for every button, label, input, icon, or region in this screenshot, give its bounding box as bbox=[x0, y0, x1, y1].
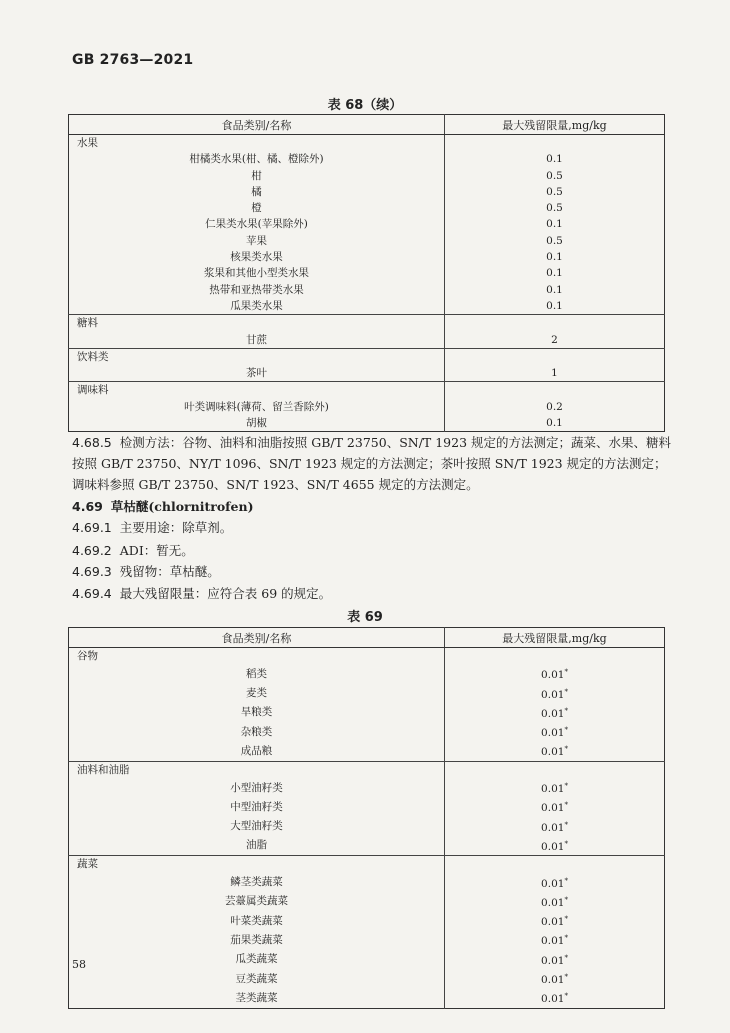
standard-code: GB 2763—2021 bbox=[72, 52, 194, 68]
food-name: 胡椒 bbox=[69, 415, 445, 432]
mrl-value-cell bbox=[445, 282, 665, 298]
table-row bbox=[69, 168, 665, 184]
table-row bbox=[69, 216, 665, 232]
category-row bbox=[69, 135, 665, 152]
category-label: 调味料 bbox=[69, 382, 445, 399]
mrl-value-cell bbox=[445, 265, 665, 281]
footnote-mark: * bbox=[564, 895, 568, 904]
clause-title: 草枯醚(chlornitrofen) bbox=[110, 499, 254, 514]
food-name: 豆类蔬菜 bbox=[69, 969, 445, 988]
category-label: 油料和油脂 bbox=[69, 761, 445, 778]
footnote-mark: * bbox=[564, 820, 568, 829]
food-name: 瓜果类水果 bbox=[69, 298, 445, 315]
clause-number: 4.69.3 bbox=[72, 564, 112, 579]
mrl-value-cell bbox=[445, 184, 665, 200]
footnote-mark: * bbox=[564, 953, 568, 962]
mrl-value-cell bbox=[445, 817, 665, 836]
category-row bbox=[69, 648, 665, 665]
mrl-value-cell bbox=[445, 415, 665, 432]
mrl-value-cell bbox=[445, 365, 665, 382]
food-name: 核果类水果 bbox=[69, 249, 445, 265]
table-row bbox=[69, 797, 665, 816]
food-name: 甘蔗 bbox=[69, 332, 445, 349]
food-name: 中型油籽类 bbox=[69, 797, 445, 816]
table-69-caption: 表 69 bbox=[347, 610, 383, 625]
mrl-value: 0.01 bbox=[541, 840, 565, 853]
table-68 bbox=[68, 114, 665, 432]
mrl-value-cell bbox=[445, 836, 665, 856]
table-row bbox=[69, 969, 665, 988]
mrl-value: 0.01 bbox=[541, 954, 565, 967]
category-value-cell bbox=[445, 315, 665, 332]
mrl-value-cell bbox=[445, 249, 665, 265]
mrl-value-cell bbox=[445, 151, 665, 167]
footnote-mark: * bbox=[564, 876, 568, 885]
clause-number: 4.68.5 bbox=[72, 435, 112, 450]
mrl-value-cell bbox=[445, 399, 665, 415]
food-name: 茎类蔬菜 bbox=[69, 988, 445, 1008]
mrl-value: 0.01 bbox=[541, 669, 565, 682]
category-label: 谷物 bbox=[69, 648, 445, 665]
mrl-value: 0.01 bbox=[541, 935, 565, 948]
table-row bbox=[69, 200, 665, 216]
food-name: 鳞茎类蔬菜 bbox=[69, 873, 445, 892]
category-value-cell bbox=[445, 648, 665, 665]
category-value-cell bbox=[445, 348, 665, 365]
mrl-value: 0.1 bbox=[546, 283, 563, 296]
mrl-value-cell bbox=[445, 664, 665, 683]
food-name: 油脂 bbox=[69, 836, 445, 856]
mrl-value: 0.01 bbox=[541, 707, 565, 720]
food-name: 茶叶 bbox=[69, 365, 445, 382]
footnote-mark: * bbox=[564, 668, 568, 677]
mrl-value-cell bbox=[445, 684, 665, 703]
footnote-mark: * bbox=[564, 726, 568, 735]
category-value-cell bbox=[445, 382, 665, 399]
mrl-value-cell bbox=[445, 332, 665, 349]
paragraph-4-69-1 bbox=[72, 517, 672, 538]
mrl-value: 0.01 bbox=[541, 993, 565, 1006]
mrl-value: 0.01 bbox=[541, 821, 565, 834]
table-69 bbox=[68, 627, 665, 1009]
footnote-mark: * bbox=[564, 839, 568, 848]
food-name: 柑 bbox=[69, 168, 445, 184]
food-name: 芸薹属类蔬菜 bbox=[69, 892, 445, 911]
table-68-caption: 表 68（续） bbox=[327, 98, 403, 113]
food-name: 叶菜类蔬菜 bbox=[69, 911, 445, 930]
footnote-mark: * bbox=[564, 973, 568, 982]
category-row bbox=[69, 761, 665, 778]
mrl-value: 0.01 bbox=[541, 802, 565, 815]
footnote-mark: * bbox=[564, 745, 568, 754]
mrl-value: 0.1 bbox=[546, 251, 563, 264]
table-row bbox=[69, 741, 665, 761]
footnote-mark: * bbox=[564, 801, 568, 810]
table-row bbox=[69, 664, 665, 683]
column-header-food: 食品类别/名称 bbox=[69, 628, 445, 648]
mrl-value: 0.01 bbox=[541, 916, 565, 929]
food-name: 橙 bbox=[69, 200, 445, 216]
mrl-value-cell bbox=[445, 703, 665, 722]
mrl-value: 0.01 bbox=[541, 974, 565, 987]
mrl-value-cell bbox=[445, 988, 665, 1008]
mrl-value: 0.2 bbox=[546, 400, 563, 413]
footnote-mark: * bbox=[564, 782, 568, 791]
food-name: 浆果和其他小型类水果 bbox=[69, 265, 445, 281]
paragraph-4-69-2 bbox=[72, 540, 672, 561]
mrl-value: 0.5 bbox=[546, 185, 563, 198]
mrl-value-cell bbox=[445, 930, 665, 949]
mrl-value-cell bbox=[445, 911, 665, 930]
mrl-value-cell bbox=[445, 722, 665, 741]
food-name: 仁果类水果(苹果除外) bbox=[69, 216, 445, 232]
mrl-value: 0.5 bbox=[546, 169, 563, 182]
column-header-mrl: 最大残留限量,mg/kg bbox=[445, 628, 665, 648]
food-name: 瓜类蔬菜 bbox=[69, 950, 445, 969]
heading-4-69 bbox=[72, 496, 672, 517]
mrl-value: 0.01 bbox=[541, 877, 565, 890]
mrl-value-cell bbox=[445, 216, 665, 232]
footnote-mark: * bbox=[564, 706, 568, 715]
column-header-food: 食品类别/名称 bbox=[69, 115, 445, 135]
footnote-mark: * bbox=[564, 687, 568, 696]
mrl-value: 0.01 bbox=[541, 727, 565, 740]
table-row bbox=[69, 930, 665, 949]
food-name: 橘 bbox=[69, 184, 445, 200]
mrl-value-cell bbox=[445, 892, 665, 911]
category-row bbox=[69, 348, 665, 365]
mrl-value: 0.01 bbox=[541, 746, 565, 759]
table-row bbox=[69, 817, 665, 836]
clause-number: 4.69.1 bbox=[72, 520, 112, 535]
food-name: 麦类 bbox=[69, 684, 445, 703]
table-row bbox=[69, 911, 665, 930]
category-value-cell bbox=[445, 761, 665, 778]
column-header-mrl: 最大残留限量,mg/kg bbox=[445, 115, 665, 135]
mrl-value: 0.5 bbox=[546, 202, 563, 215]
mrl-value-cell bbox=[445, 741, 665, 761]
table-row bbox=[69, 151, 665, 167]
clause-number: 4.69 bbox=[72, 499, 103, 514]
table-row bbox=[69, 184, 665, 200]
table-row bbox=[69, 873, 665, 892]
table-row bbox=[69, 892, 665, 911]
mrl-value-cell bbox=[445, 797, 665, 816]
mrl-value: 1 bbox=[551, 367, 558, 380]
food-name: 茄果类蔬菜 bbox=[69, 930, 445, 949]
clause-number: 4.69.4 bbox=[72, 586, 112, 601]
mrl-value-cell bbox=[445, 200, 665, 216]
food-name: 叶类调味料(薄荷、留兰香除外) bbox=[69, 399, 445, 415]
mrl-value: 0.01 bbox=[541, 783, 565, 796]
table-row bbox=[69, 778, 665, 797]
table-row bbox=[69, 265, 665, 281]
clause-text: 检测方法：谷物、油料和油脂按照 GB/T 23750、SN/T 1923 规定的方法测定；蔬菜、水果、糖料按照 GB/T 23750、NY/T 1096、SN/T 1923 规定的方法测定；茶叶按照 SN/T 1923 规定的方法测定；调味料参照 GB/T 23750、SN/T 1923、SN/T 4655 规定的方法测定。 bbox=[72, 435, 672, 492]
food-name: 旱粮类 bbox=[69, 703, 445, 722]
food-name: 大型油籽类 bbox=[69, 817, 445, 836]
mrl-value: 2 bbox=[551, 333, 558, 346]
table-row bbox=[69, 399, 665, 415]
clause-text: 最大残留限量：应符合表 69 的规定。 bbox=[119, 586, 332, 601]
table-row bbox=[69, 684, 665, 703]
category-label: 蔬菜 bbox=[69, 856, 445, 873]
mrl-value-cell bbox=[445, 168, 665, 184]
table-row bbox=[69, 988, 665, 1008]
food-name: 稻类 bbox=[69, 664, 445, 683]
table-row bbox=[69, 722, 665, 741]
mrl-value: 0.01 bbox=[541, 688, 565, 701]
mrl-value-cell bbox=[445, 298, 665, 315]
table-row bbox=[69, 332, 665, 349]
food-name: 苹果 bbox=[69, 233, 445, 249]
paragraph-4-69-4 bbox=[72, 583, 672, 604]
category-label: 水果 bbox=[69, 135, 445, 152]
food-name: 杂粮类 bbox=[69, 722, 445, 741]
mrl-value-cell bbox=[445, 778, 665, 797]
food-name: 小型油籽类 bbox=[69, 778, 445, 797]
paragraph-4-69-3 bbox=[72, 561, 672, 582]
mrl-value: 0.1 bbox=[546, 153, 563, 166]
clause-text: 主要用途：除草剂。 bbox=[119, 520, 233, 535]
category-value-cell bbox=[445, 135, 665, 152]
table-row bbox=[69, 836, 665, 856]
table-row bbox=[69, 415, 665, 432]
category-row bbox=[69, 315, 665, 332]
clause-text: 残留物：草枯醚。 bbox=[119, 564, 220, 579]
category-value-cell bbox=[445, 856, 665, 873]
category-label: 饮料类 bbox=[69, 348, 445, 365]
table-row bbox=[69, 249, 665, 265]
category-row bbox=[69, 856, 665, 873]
mrl-value-cell bbox=[445, 233, 665, 249]
table-row bbox=[69, 365, 665, 382]
footnote-mark: * bbox=[564, 934, 568, 943]
mrl-value: 0.1 bbox=[546, 218, 563, 231]
mrl-value-cell bbox=[445, 969, 665, 988]
table-row bbox=[69, 703, 665, 722]
mrl-value-cell bbox=[445, 950, 665, 969]
mrl-value-cell bbox=[445, 873, 665, 892]
paragraph-4-68-5 bbox=[72, 432, 672, 495]
category-label: 糖料 bbox=[69, 315, 445, 332]
mrl-value: 0.1 bbox=[546, 299, 563, 312]
clause-text: ADI：暂无。 bbox=[119, 543, 194, 558]
footnote-mark: * bbox=[564, 992, 568, 1001]
table-row bbox=[69, 298, 665, 315]
table-row bbox=[69, 950, 665, 969]
food-name: 成品粮 bbox=[69, 741, 445, 761]
mrl-value: 0.01 bbox=[541, 896, 565, 909]
mrl-value: 0.1 bbox=[546, 267, 563, 280]
category-row bbox=[69, 382, 665, 399]
table-row bbox=[69, 282, 665, 298]
mrl-value: 0.5 bbox=[546, 234, 563, 247]
page-number: 58 bbox=[72, 958, 86, 971]
clause-number: 4.69.2 bbox=[72, 543, 112, 558]
food-name: 柑橘类水果(柑、橘、橙除外) bbox=[69, 151, 445, 167]
mrl-value: 0.1 bbox=[546, 417, 563, 430]
table-row bbox=[69, 233, 665, 249]
footnote-mark: * bbox=[564, 915, 568, 924]
food-name: 热带和亚热带类水果 bbox=[69, 282, 445, 298]
